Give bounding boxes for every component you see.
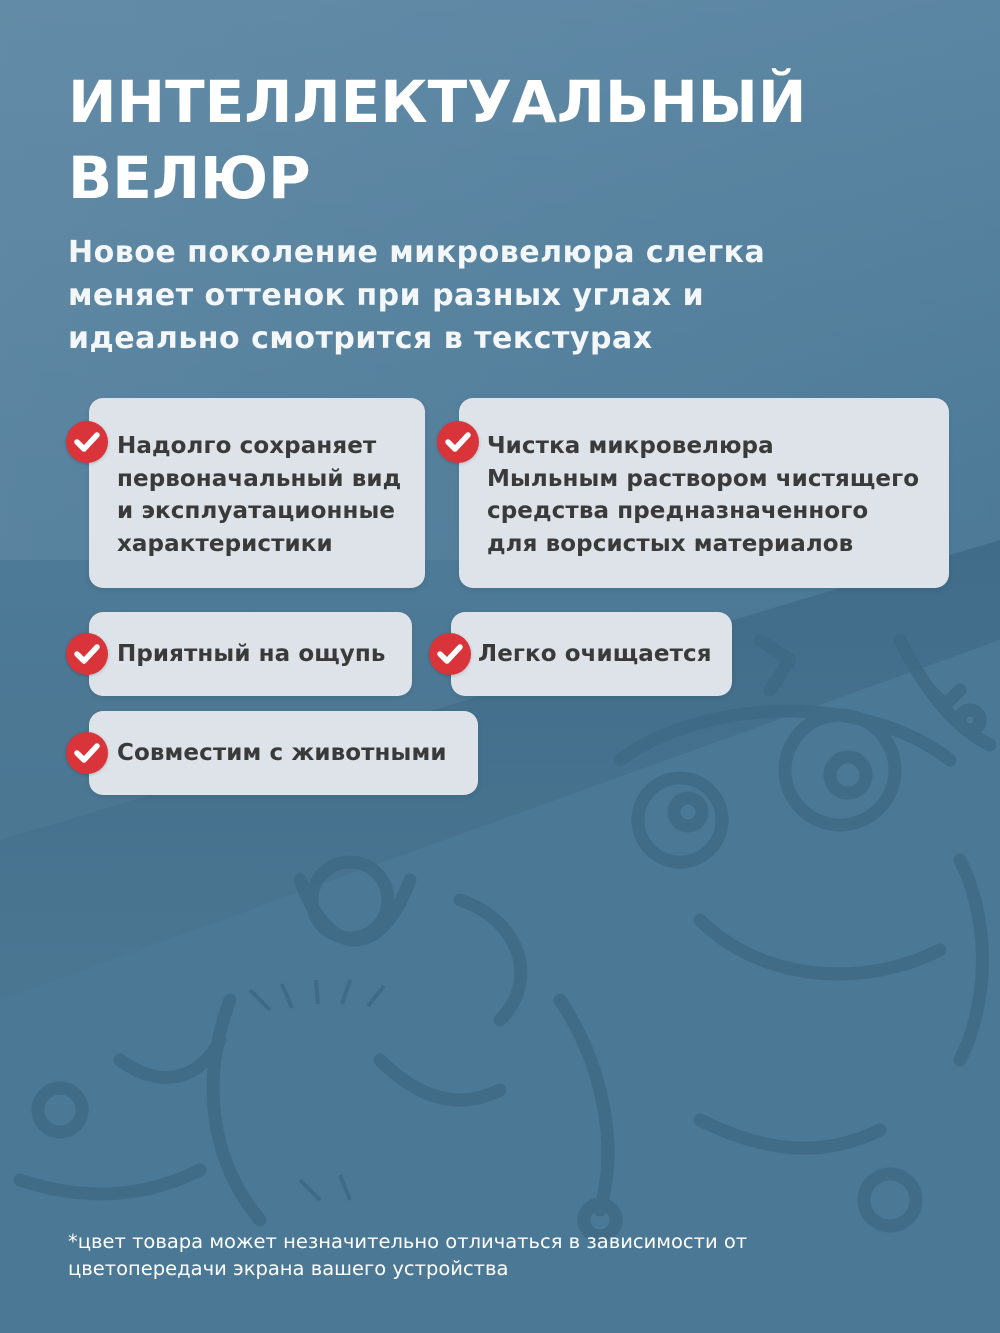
subtitle-line-3: идеально смотрится в текстурах [68, 321, 653, 356]
feature-text-cleaning [487, 430, 919, 560]
subtitle-line-2: меняет оттенок при разных углах и [68, 278, 705, 313]
feature-easy-clean-line-1: Легко очищается [478, 641, 712, 667]
feature-text-easy-clean [478, 638, 712, 671]
feature-durability-line-1: Надолго сохраняет [117, 433, 377, 459]
check-icon [437, 421, 479, 463]
feature-durability-line-3: и эксплуатационные [117, 498, 396, 524]
check-icon [429, 633, 471, 675]
feature-soft-line-1: Приятный на ощупь [117, 641, 386, 667]
feature-durability-line-4: характеристики [117, 530, 333, 557]
subtitle [68, 231, 765, 360]
feature-text-durability [117, 430, 401, 560]
feature-text-soft [117, 638, 386, 671]
feature-text-pets [117, 737, 447, 770]
feature-cleaning-line-4: для ворсистых материалов [487, 530, 854, 557]
check-icon [66, 732, 108, 774]
feature-cleaning-line-2: Мыльным раствором чистящего [487, 465, 920, 492]
feature-durability-line-2: первоначальный вид [117, 465, 402, 492]
check-icon [66, 421, 108, 463]
check-icon [66, 633, 108, 675]
headline-line-2: ВЕЛЮР [68, 144, 311, 212]
color-disclaimer [68, 1228, 747, 1282]
disclaimer-line-2: цветопередачи экрана вашего устройства [68, 1257, 509, 1280]
disclaimer-line-1: *цвет товара может незначительно отличаться в зависимости от [68, 1230, 748, 1253]
feature-cleaning-line-3: средства предназначенного [487, 498, 869, 524]
feature-cleaning-line-1: Чистка микровелюра [487, 433, 774, 459]
headline-line-1: ИНТЕЛЛЕКТУАЛЬНЫЙ [68, 68, 807, 136]
feature-pets-line-1: Совместим с животными [117, 740, 447, 766]
headline [68, 64, 806, 216]
subtitle-line-1: Новое поколение микровелюра слегка [68, 235, 766, 270]
